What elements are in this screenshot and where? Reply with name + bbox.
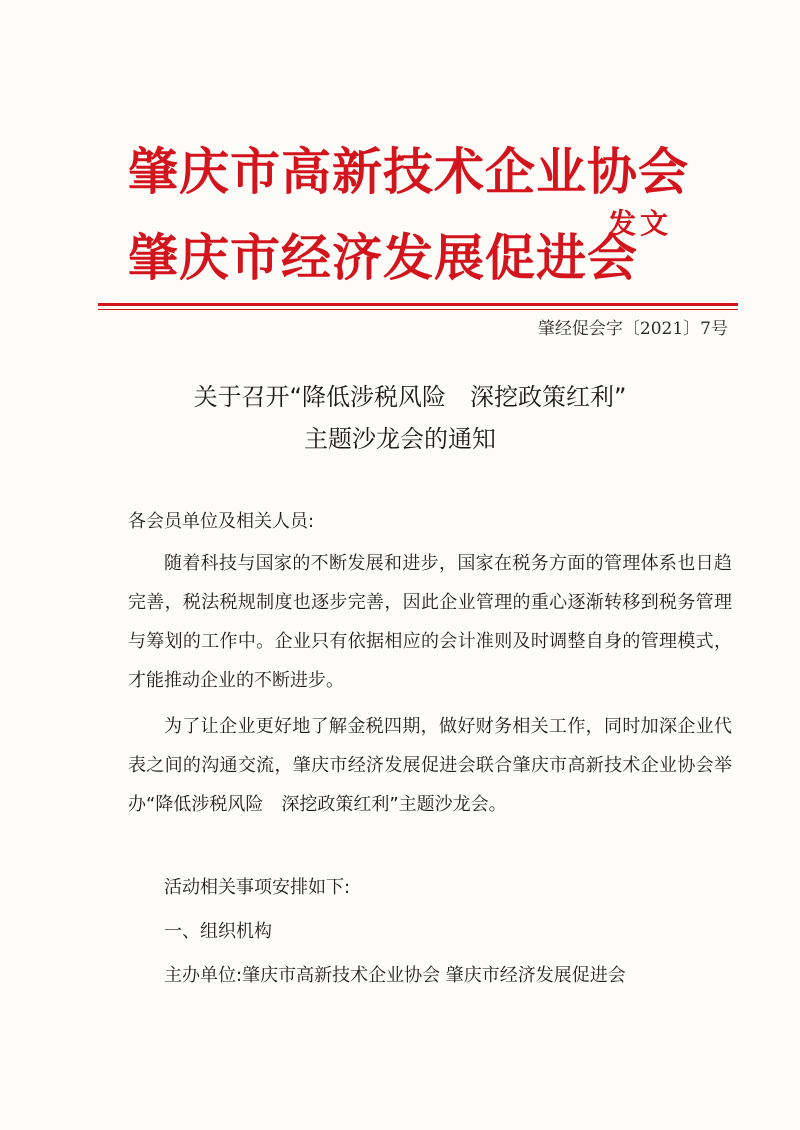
issuing-org-2: 肇庆市经济发展促进会 <box>128 228 638 287</box>
document-title-line-1: 关于召开“降低涉税风险 深挖政策红利” <box>193 383 627 411</box>
document-number: 肇经促会字〔2021〕7号 <box>537 319 728 339</box>
issuing-org-1: 肇庆市高新技术企业协会 <box>128 142 689 201</box>
fawen-label: 发文 <box>608 207 673 240</box>
body-paragraph-1: 随着科技与国家的不断发展和进步，国家在税务方面的管理体系也日趋完善，税法税规制度也逐步完善，因此企业管理的重心逐渐转移到税务管理与筹划的工作中。企业只有依据相应的会计准则及时调整自身的管理模式，才能推动企业的不断进步。 <box>128 553 732 691</box>
salutation: 各会员单位及相关人员: <box>128 511 315 532</box>
organizer-line: 主办单位:肇庆市高新技术企业协会 肇庆市经济发展促进会 <box>164 965 626 986</box>
arrangement-intro: 活动相关事项安排如下: <box>164 877 351 898</box>
section-heading-organization: 一、组织机构 <box>164 921 272 942</box>
red-header-rule-thin <box>98 309 738 310</box>
body-paragraph-2: 为了让企业更好地了解金税四期，做好财务相关工作，同时加深企业代表之间的沟通交流，肇庆市经济发展促进会联合肇庆市高新技术企业协会举办“降低涉税风险 深挖政策红利”主题沙龙会。 <box>128 716 732 815</box>
red-header-rule <box>98 303 738 306</box>
document-title-line-2: 主题沙龙会的通知 <box>304 425 496 453</box>
